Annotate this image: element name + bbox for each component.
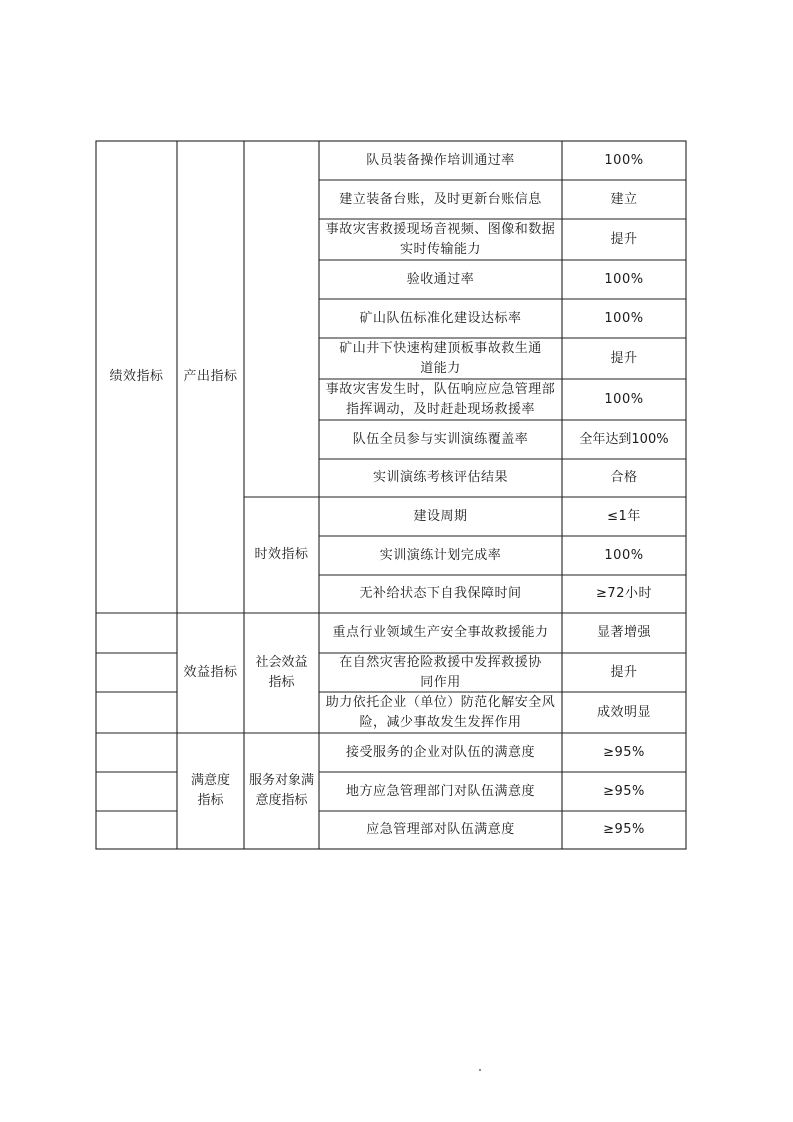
value-cell: 提升 [610,664,638,680]
value-cell: 100% [604,391,644,407]
indicator-cell: 实训演练考核评估结果 [372,470,508,485]
indicator-cell: 矿山井下快速构建顶板事故救生通道能力 [339,340,542,376]
value-cell: 显著增强 [596,625,651,640]
indicator-cell: 建立装备台账，及时更新台账信息 [339,191,542,207]
value-cell: 提升 [610,350,638,366]
indicator-cell: 在自然灾害抢险救援中发挥救援协同作用 [339,654,542,690]
value-cell: ≥95% [603,783,645,799]
indicator-cell: 地方应急管理部门对队伍满意度 [345,783,535,799]
subcategory-timeliness: 时效指标 [254,547,309,562]
value-cell: ≥95% [603,822,645,837]
indicator-cell: 实训演练计划完成率 [379,547,502,563]
value-cell: 100% [604,271,644,287]
indicator-cell: 验收通过率 [406,271,475,287]
indicator-cell: 无补给状态下自我保障时间 [359,586,522,601]
indicator-cell: 事故灾害发生时，队伍响应应急管理部指挥调动，及时赶赴现场救援率 [325,381,556,417]
indicator-cell: 矿山队伍标准化建设达标率 [359,310,522,326]
value-cell: 合格 [610,470,638,485]
subcategory-service: 服务对象满意度指标 [248,773,314,808]
value-cell: ≥72小时 [596,586,652,601]
value-cell: ≤1年 [607,508,641,524]
indicator-cell: 建设周期 [413,508,468,524]
indicator-cell: 队员装备操作培训通过率 [366,152,515,168]
indicator-cell: 助力依托企业（单位）防范化解安全风险，减少事故发生发挥作用 [325,694,556,730]
category-output: 产出指标 [183,369,238,384]
value-cell: 全年达到100% [579,431,669,447]
indicator-cell: 重点行业领域生产安全事故救援能力 [332,625,549,640]
indicator-cell: 事故灾害救援现场音视频、图像和数据实时传输能力 [325,221,556,257]
value-cell: 100% [604,547,644,563]
value-cell: 成效明显 [596,704,651,720]
indicator-cell: 应急管理部对队伍满意度 [366,822,515,837]
category-benefit: 效益指标 [183,665,238,680]
value-cell: 100% [604,310,644,326]
category-satisfaction: 满意度指标 [190,773,230,808]
value-cell: 100% [604,152,644,168]
subcategory-social: 社会效益指标 [255,655,308,690]
category-performance: 绩效指标 [109,369,164,384]
value-cell: 提升 [610,231,638,247]
indicator-cell: 队伍全员参与实训演练覆盖率 [352,431,529,447]
scan-speck [479,1069,481,1071]
indicator-cell: 接受服务的企业对队伍的满意度 [345,744,535,760]
value-cell: 建立 [610,191,638,207]
value-cell: ≥95% [603,744,645,760]
